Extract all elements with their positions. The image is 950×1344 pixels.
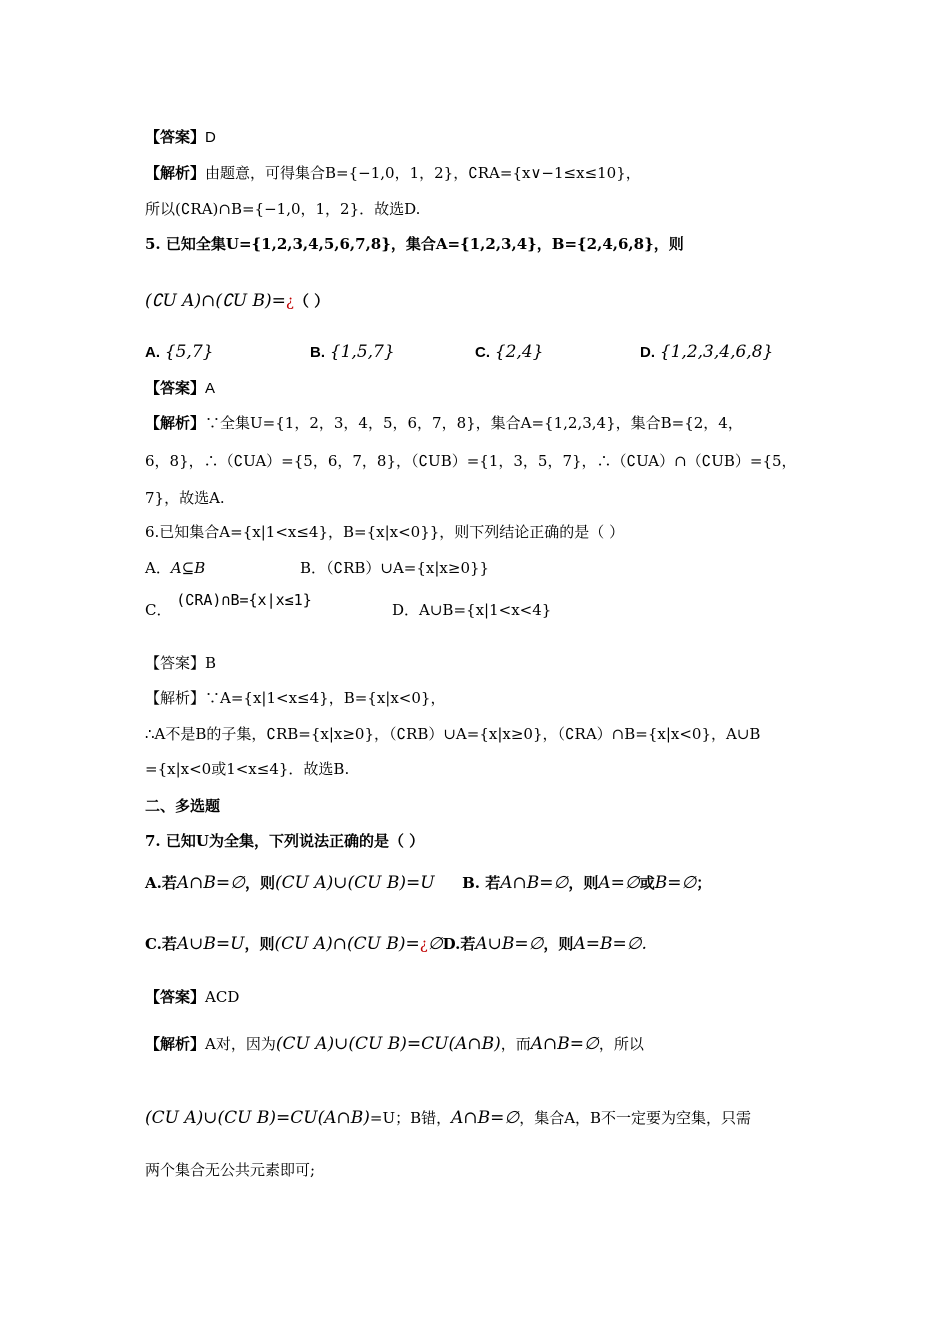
q5-paren: （ ） (293, 292, 330, 310)
q7-analysis-line3: 两个集合无公共元素即可; (145, 1161, 316, 1179)
q5-option-b: B. {1,5,7} (310, 342, 395, 362)
q5-analysis-line1: 【解析】∵全集U={1，2，3，4，5，6，7，8}，集合A={1,2,3,4}，集合B={2，4， (145, 414, 743, 432)
analysis-text: 由题意，可得集合B={−1,0，1，2}，∁RA={x∨−1≤x≤10}， (205, 164, 641, 182)
analysis-label: 【解析】 (145, 164, 206, 182)
q6-option-d: D．A∪B={x|1<x<4} (392, 601, 552, 619)
q7-stem: 7. 已知U为全集，下列说法正确的是（ ） (145, 832, 425, 850)
q6-option-a: A．A⊆B (145, 559, 206, 577)
q7-answer-line: 【答案】ACD (145, 988, 240, 1006)
q6-answer-line: 【答案】B (145, 654, 217, 672)
q7-option-ab: A.若A∩B=∅，则(CU A)∪(CU B)=U B. 若A∩B=∅，则A=∅或B=∅； (145, 873, 712, 893)
q4-analysis-line2: 所以(∁RA)∩B={−1,0，1，2}．故选D. (145, 200, 421, 218)
q6-option-b: B．（∁RB）∪A={x|x≥0}} (300, 559, 490, 577)
q5-option-a: A. {5,7} (145, 342, 214, 362)
q5-answer-line: 【答案】A (145, 379, 216, 397)
section-title: 二、多选题 (145, 797, 221, 815)
q5-expression (145, 290, 329, 312)
q4-answer-line (145, 126, 216, 149)
q5-expr: (∁U A)∩(∁U B)= (145, 291, 286, 311)
q5-expr-glyph: ¿ (285, 292, 294, 310)
q5-analysis-line2: 6，8}，∴（∁UA）={5，6，7，8}，（∁UB）={1，3，5，7}，∴（∁UA）∩（∁UB）={5， (145, 452, 797, 470)
q7-analysis-line2: (CU A)∪(CU B)=CU(A∩B)=U；B错，A∩B=∅，集合A，B不一定要为空集，只需 (145, 1108, 752, 1128)
q5-option-d: D. {1,2,3,4,6,8} (640, 342, 774, 362)
q4-analysis-line1 (145, 162, 641, 184)
q7-analysis-line1: 【解析】A对，因为(CU A)∪(CU B)=CU(A∩B)，而A∩B=∅，所以 (145, 1034, 644, 1054)
q6-analysis-line3: ={x|x<0或1<x≤4}．故选B. (145, 760, 350, 778)
q5-stem: 5. 已知全集U={1,2,3,4,5,6,7,8}，集合A={1,2,3,4}，B={2,4,6,8}，则 (145, 235, 684, 253)
answer-value: D (205, 129, 216, 146)
q6-stem: 6.已知集合A={x|1<x≤4}，B={x|x<0}}，则下列结论正确的是（ ） (145, 523, 625, 541)
q5-option-c: C. {2,4} (475, 342, 544, 362)
answer-label: 【答案】 (145, 128, 206, 146)
q7-option-cd: C.若A∪B=U，则(CU A)∩(CU B)=¿∅D.若A∪B=∅，则A=B=∅. (145, 934, 647, 954)
q6-analysis-line2: ∴A不是B的子集，∁RB={x|x≥0}，（∁RB）∪A={x|x≥0}，（∁RA）∩B={x|x<0}，A∪B (145, 725, 761, 743)
q5-analysis-line3: 7}，故选A. (145, 489, 225, 507)
q6-analysis-line1: 【解析】∵A={x|1<x≤4}，B={x|x<0}， (145, 689, 446, 707)
q6-option-c: C． (∁RA)∩B={x|x≤1} (145, 591, 312, 619)
